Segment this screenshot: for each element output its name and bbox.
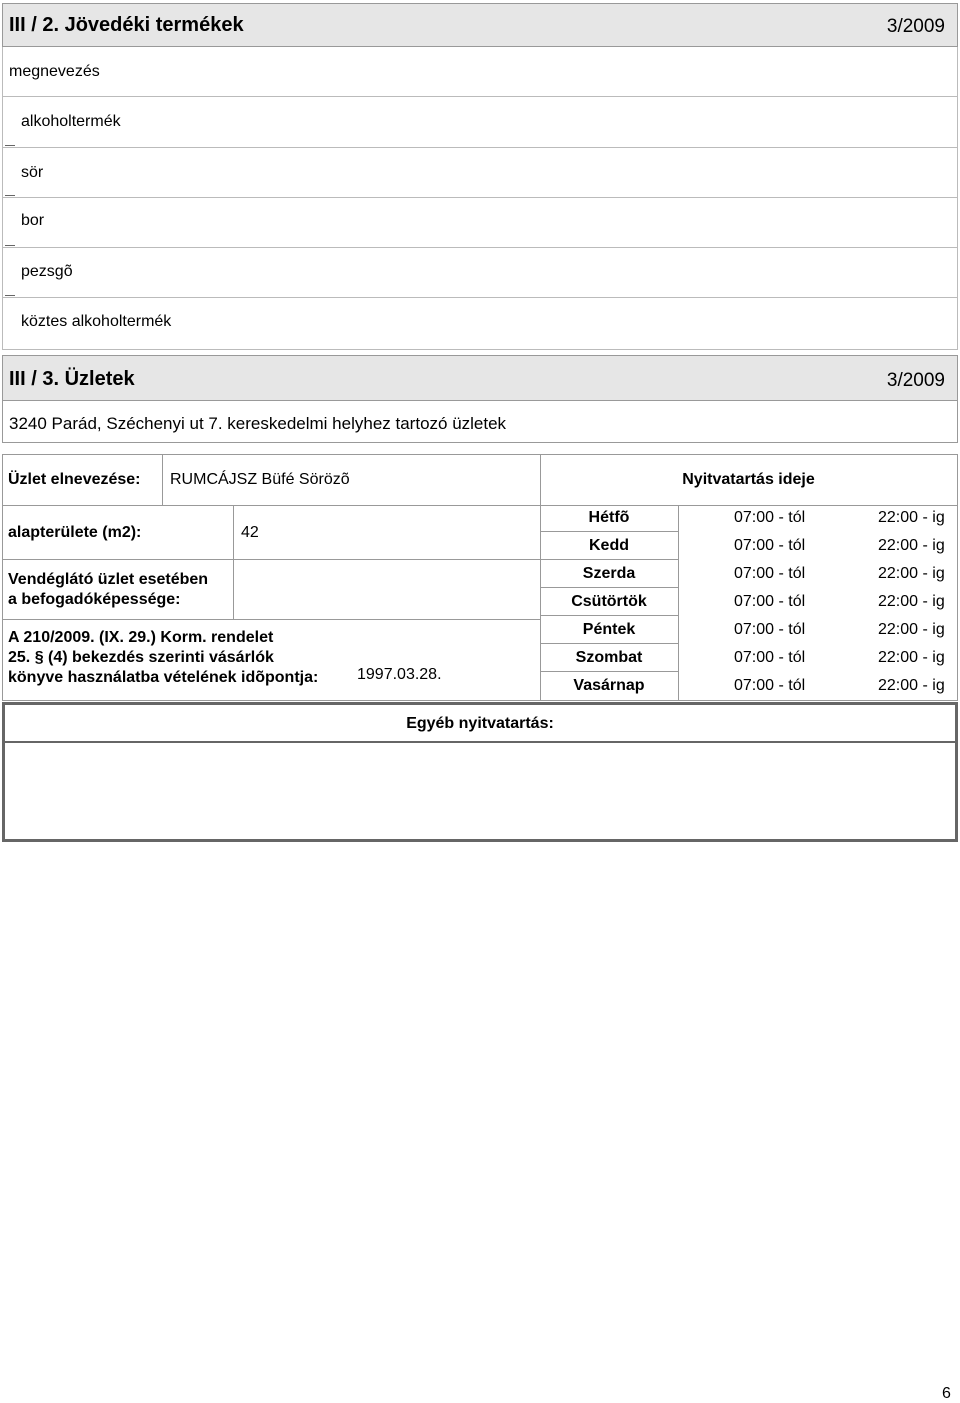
- divider: [2, 505, 958, 506]
- row-marker: [5, 195, 15, 196]
- product-row: [2, 97, 958, 148]
- shop-address: 3240 Parád, Széchenyi ut 7. kereskedelmi helyhez tartozó üzletek: [9, 414, 507, 433]
- day-name: Péntek: [582, 621, 636, 638]
- other-hours-box: [2, 702, 958, 842]
- product-row: [2, 298, 958, 350]
- shop-area: 42: [241, 524, 259, 541]
- section3-year: 3/2009: [886, 370, 945, 391]
- divider: [541, 559, 678, 560]
- divider: [541, 587, 678, 588]
- product-name: köztes alkoholtermék: [21, 313, 172, 330]
- opening-hours-header: Nyitvatartás ideje: [682, 471, 815, 488]
- registration-label-line2: 25. § (4) bekezdés szerinti vásárlók: [8, 649, 274, 666]
- row-marker: [5, 295, 15, 296]
- open-from: 07:00 - tól: [734, 537, 806, 554]
- other-hours-label: Egyéb nyitvatartás:: [406, 715, 554, 732]
- open-to: 22:00 - ig: [878, 621, 945, 638]
- shop-name-label: Üzlet elnevezése:: [8, 471, 141, 488]
- open-to: 22:00 - ig: [878, 509, 945, 526]
- divider: [541, 643, 678, 644]
- open-from: 07:00 - tól: [734, 593, 806, 610]
- product-name: bor: [21, 212, 45, 229]
- divider: [541, 671, 678, 672]
- product-row: [2, 148, 958, 198]
- open-from: 07:00 - tól: [734, 565, 806, 582]
- product-row: [2, 248, 958, 298]
- day-name: Kedd: [589, 537, 629, 554]
- open-to: 22:00 - ig: [878, 565, 945, 582]
- section2-header: [2, 3, 958, 47]
- open-from: 07:00 - tól: [734, 677, 806, 694]
- open-to: 22:00 - ig: [878, 649, 945, 666]
- products-column-header: megnevezés: [9, 63, 100, 80]
- shop-name: RUMCÁJSZ Büfé Sörözõ: [170, 471, 350, 488]
- divider: [541, 615, 678, 616]
- divider: [233, 505, 234, 620]
- open-to: 22:00 - ig: [878, 677, 945, 694]
- section3-header: [2, 355, 958, 401]
- other-hours-header: [5, 705, 955, 743]
- product-name: alkoholtermék: [21, 113, 121, 130]
- divider: [541, 531, 678, 532]
- capacity-label-line1: Vendéglátó üzlet esetében: [8, 571, 209, 588]
- products-header-row: [2, 47, 958, 97]
- section3-title: III / 3. Üzletek: [9, 368, 135, 390]
- day-name: Hétfõ: [588, 509, 630, 526]
- section2-year: 3/2009: [886, 16, 945, 37]
- open-to: 22:00 - ig: [878, 537, 945, 554]
- divider: [2, 559, 540, 560]
- registration-label-line3: könyve használatba vételének idõpontja:: [8, 669, 319, 686]
- registration-date: 1997.03.28.: [357, 666, 442, 683]
- product-row: [2, 198, 958, 248]
- section2-title: III / 2. Jövedéki termékek: [9, 14, 244, 36]
- address-row: [2, 401, 958, 443]
- row-marker: [5, 245, 15, 246]
- capacity-label-line2: a befogadóképessége:: [8, 591, 181, 608]
- product-name: sör: [21, 164, 44, 181]
- day-name: Szombat: [575, 649, 643, 666]
- day-name: Vasárnap: [573, 677, 645, 694]
- day-name: Szerda: [582, 565, 636, 582]
- open-to: 22:00 - ig: [878, 593, 945, 610]
- divider: [162, 455, 163, 505]
- open-from: 07:00 - tól: [734, 649, 806, 666]
- divider: [2, 619, 540, 620]
- row-marker: [5, 145, 15, 146]
- page-number: 6: [942, 1385, 951, 1402]
- area-label: alapterülete (m2):: [8, 524, 142, 541]
- day-name: Csütörtök: [571, 593, 647, 610]
- open-from: 07:00 - tól: [734, 621, 806, 638]
- registration-label-line1: A 210/2009. (IX. 29.) Korm. rendelet: [8, 629, 274, 646]
- product-name: pezsgõ: [21, 263, 73, 280]
- open-from: 07:00 - tól: [734, 509, 806, 526]
